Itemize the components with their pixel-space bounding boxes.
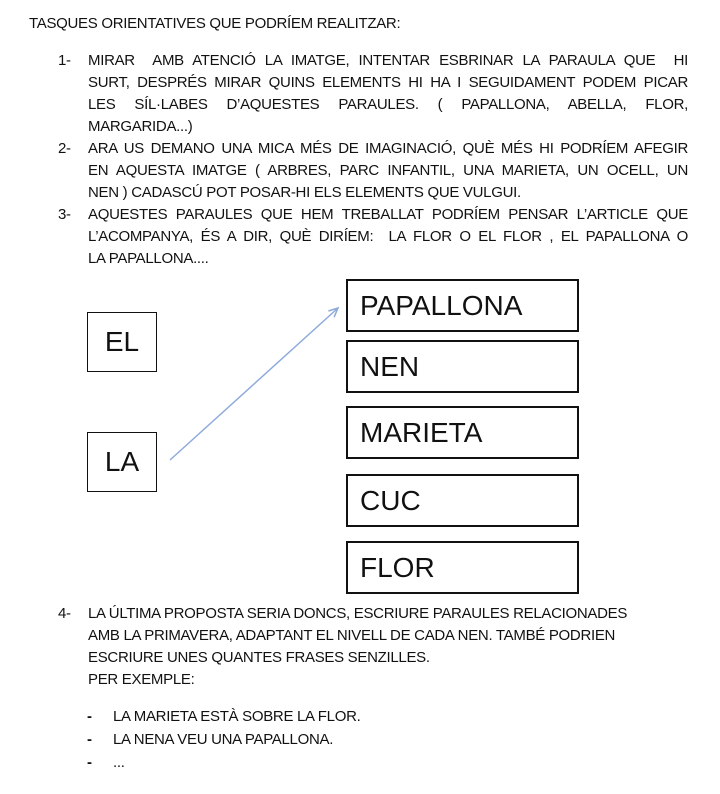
article-box-la <box>87 432 157 492</box>
word-box-flor <box>346 541 579 594</box>
task-line: AQUESTES PARAULES QUE HEM TREBALLAT PODRÍEM PENSAR L’ARTICLE QUE <box>88 206 688 223</box>
arrow-head <box>328 308 338 317</box>
task-line: NEN ) CADASCÚ POT POSAR-HI ELS ELEMENTS QUE VULGUI. <box>88 184 521 201</box>
task-text <box>88 204 688 270</box>
page-title: TASQUES ORIENTATIVES QUE PODRÍEM REALITZAR: <box>29 15 401 32</box>
task-number: 1- <box>58 52 71 69</box>
example-item <box>87 705 647 728</box>
task-line: ARA US DEMANO UNA MICA MÉS DE IMAGINACIÓ, QUÈ MÉS HI PODRÍEM AFEGIR <box>88 140 688 157</box>
word-box-cuc <box>346 474 579 527</box>
task-number: 3- <box>58 206 71 223</box>
task-line: ESCRIURE UNES QUANTES FRASES SENZILLES. <box>88 649 430 666</box>
example-list <box>87 705 647 774</box>
word-label: CUC <box>360 484 421 516</box>
article-label: EL <box>104 326 140 357</box>
task-line: EN AQUESTA IMATGE ( ARBRES, PARC INFANTIL, UNA MARIETA, UN OCELL, UN <box>88 162 688 179</box>
article-box-el <box>87 312 157 372</box>
task-line: LA PAPALLONA.... <box>88 250 209 267</box>
task-item-2 <box>58 138 688 204</box>
example-text: ... <box>113 754 125 771</box>
task-line: MARGARIDA...) <box>88 118 193 135</box>
word-label: NEN <box>360 350 420 382</box>
task-item-3 <box>58 204 688 270</box>
task-text <box>88 603 688 691</box>
word-label: MARIETA <box>360 416 483 448</box>
example-text: LA NENA VEU UNA PAPALLONA. <box>113 731 334 748</box>
example-text: LA MARIETA ESTÀ SOBRE LA FLOR. <box>113 708 361 725</box>
word-label: FLOR <box>360 551 435 583</box>
word-box-papallona <box>346 279 579 332</box>
bullet-dash: - <box>87 754 92 771</box>
task-number: 4- <box>58 605 71 622</box>
task-list-continued <box>58 603 688 691</box>
example-item <box>87 751 647 774</box>
task-number: 2- <box>58 140 71 157</box>
task-item-1 <box>58 50 688 138</box>
task-line: AMB LA PRIMAVERA, ADAPTANT EL NIVELL DE CADA NEN. TAMBÉ PODRIEN <box>88 627 616 644</box>
article-label: LA <box>104 446 140 477</box>
task-line: LES SÍL·LABES D’AQUESTES PARAULES. ( PAPALLONA, ABELLA, FLOR, <box>88 96 688 113</box>
arrow-shaft <box>170 308 338 460</box>
word-box-marieta <box>346 406 579 459</box>
task-text <box>88 138 688 204</box>
bullet-dash: - <box>87 731 92 748</box>
task-line: LA ÚLTIMA PROPOSTA SERIA DONCS, ESCRIURE PARAULES RELACIONADES <box>88 605 628 622</box>
task-text <box>88 50 688 138</box>
example-item <box>87 728 647 751</box>
task-item-4 <box>58 603 688 691</box>
word-label: PAPALLONA <box>360 289 523 321</box>
task-list <box>58 50 688 270</box>
task-line: SURT, DESPRÉS MIRAR QUINS ELEMENTS HI HA I SEGUIDAMENT PODEM PICAR <box>88 74 688 91</box>
bullet-dash: - <box>87 708 92 725</box>
task-line: L’ACOMPANYA, ÉS A DIR, QUÈ DIRÍEM: LA FLOR O EL FLOR , EL PAPALLONA O <box>88 228 688 245</box>
word-box-nen <box>346 340 579 393</box>
task-line: PER EXEMPLE: <box>88 671 195 688</box>
task-line: MIRAR AMB ATENCIÓ LA IMATGE, INTENTAR ESBRINAR LA PARAULA QUE HI <box>88 52 688 69</box>
